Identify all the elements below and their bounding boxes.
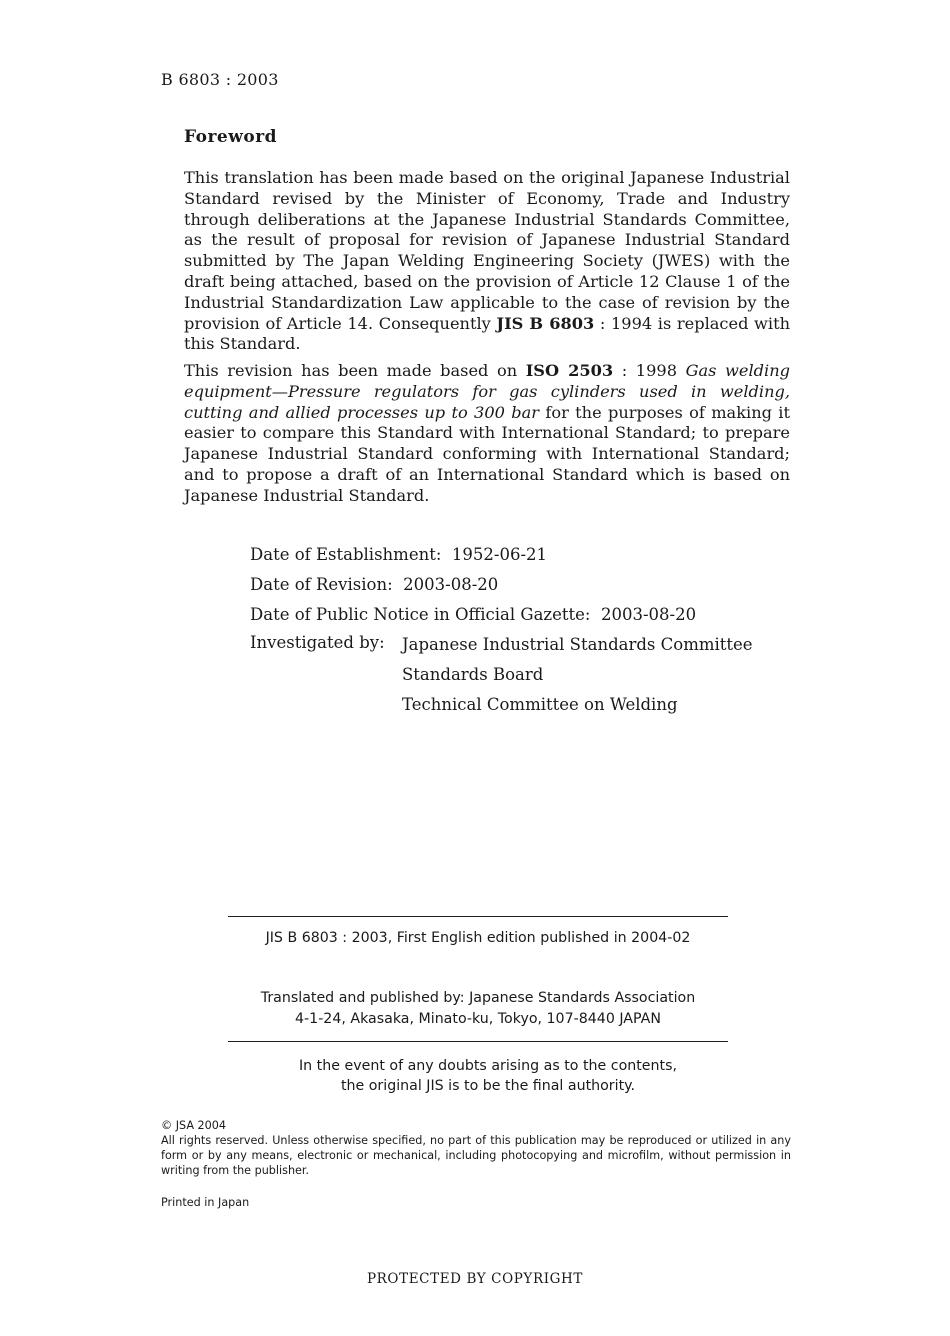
authority-line: the original JIS is to be the final authority. <box>340 1077 636 1094</box>
publisher-block <box>228 988 728 1029</box>
copyright-owner: © JSA 2004 <box>161 1119 227 1132</box>
revision-date: 2003-08-20 <box>403 575 499 594</box>
protected-footer: PROTECTED BY COPYRIGHT <box>366 1271 584 1287</box>
revision-row <box>250 573 753 603</box>
revision-label: Date of Revision: <box>250 575 393 594</box>
establishment-label: Date of Establishment: <box>250 545 442 564</box>
establishment-row <box>250 543 753 573</box>
dates-block <box>250 543 753 723</box>
divider-bottom <box>228 1041 728 1042</box>
divider-top <box>228 916 728 917</box>
investigated-label: Investigated by: <box>250 633 385 652</box>
public-notice-label: Date of Public Notice in Official Gazette: <box>250 605 591 624</box>
copyright-block <box>161 1118 791 1178</box>
investigated-list <box>402 633 753 723</box>
authority-line: In the event of any doubts arising as to the contents, <box>299 1058 677 1074</box>
publisher-line: Translated and published by: Japanese Standards Association <box>260 990 696 1006</box>
foreword-heading: Foreword <box>184 127 278 147</box>
investigator-line: Technical Committee on Welding <box>402 695 678 714</box>
investigator-line: Standards Board <box>402 665 544 684</box>
printed-in: Printed in Japan <box>161 1196 250 1209</box>
authority-note <box>228 1057 748 1096</box>
establishment-date: 1952-06-21 <box>451 545 548 564</box>
investigator-line: Japanese Industrial Standards Committee <box>402 635 753 654</box>
copyright-rights: All rights reserved. Unless otherwise specified, no part of this publication may be reproduced or utilized in any form or by any means, electronic or mechanical, including photocopying and microfilm, without permission in writing from the publisher. <box>161 1134 791 1177</box>
investigated-row <box>250 633 753 723</box>
foreword-paragraph-2: This revision has been made based on ISO 2503 : 1998 Gas welding equipment—Pressure regulators for gas cylinders used in welding, cutting and allied processes up to 300 bar for the purposes of making it easier to compare this Standard with International Standard; to prepare Japanese Industrial Standard conforming with International Standard; and to propose a draft of an International Standard which is based on Japanese Industrial Standard. <box>184 361 790 505</box>
edition-note: JIS B 6803 : 2003, First English edition published in 2004-02 <box>265 930 691 946</box>
document-code: B 6803 : 2003 <box>161 70 279 89</box>
publisher-address: 4-1-24, Akasaka, Minato-ku, Tokyo, 107-8440 JAPAN <box>295 1010 661 1027</box>
public-notice-date: 2003-08-20 <box>600 605 697 624</box>
public-notice-row <box>250 603 753 633</box>
foreword-paragraph-1: This translation has been made based on the original Japanese Industrial Standard revised by the Minister of Economy, Trade and Industry through deliberations at the Japanese Industrial Standards Committee, as the result of proposal for revision of Japanese Industrial Standard submitted by The Japan Welding Engineering Society (JWES) with the draft being attached, based on the provision of Article 12 Clause 1 of the Industrial Standardization Law applicable to the case of revision by the provision of Article 14. Consequently JIS B 6803 : 1994 is replaced with this Standard. <box>184 168 791 354</box>
